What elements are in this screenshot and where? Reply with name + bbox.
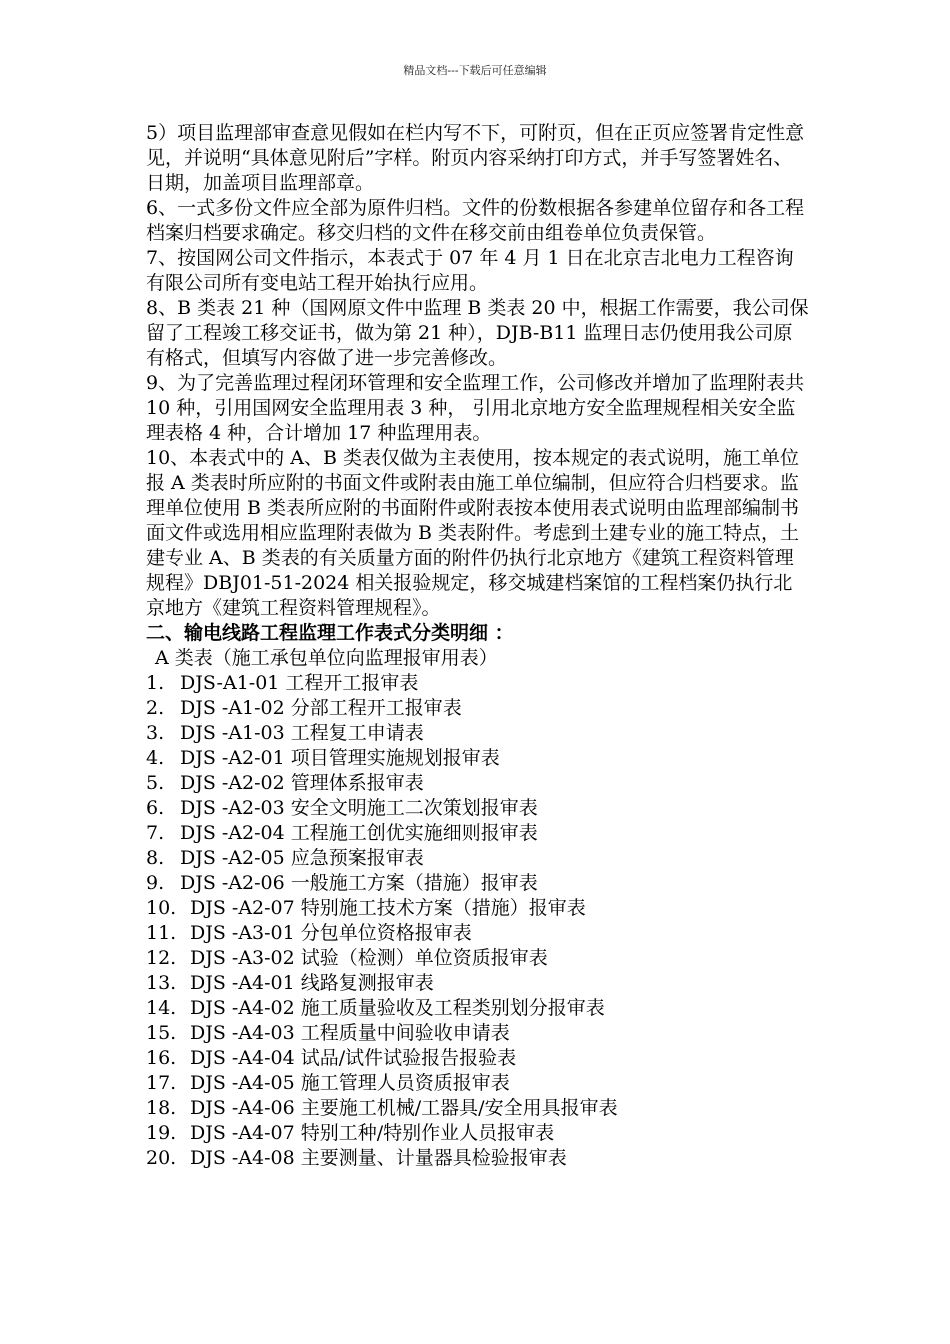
item-text: DJS -A2-03 安全文明施工二次策划报审表 — [180, 797, 538, 819]
item-number: 7. — [146, 822, 165, 844]
item-number: 8. — [146, 847, 165, 869]
item-text: DJS -A4-03 工程质量中间验收申请表 — [190, 1022, 510, 1044]
item-text: DJS -A4-07 特别工种/特别作业人员报审表 — [190, 1122, 555, 1144]
item-text: DJS -A3-01 分包单位资格报审表 — [190, 922, 472, 944]
item-number: 15. — [146, 1022, 177, 1044]
item-text: DJS -A3-02 试验（检测）单位资质报审表 — [190, 947, 548, 969]
list-item — [146, 946, 811, 971]
list-item — [146, 871, 811, 896]
paragraph-9: 9、为了完善监理过程闭环管理和安全监理工作，公司修改并增加了监理附表共 10 种，引用国网安全监理用表 3 种， 引用北京地方安全监理规程相关安全监理表格 4 种，合计增加 17 种监理用表。 — [146, 372, 805, 444]
page-header: 精品文档---下载后可任意编辑 — [403, 64, 547, 77]
section-subheading: A 类表（施工承包单位向监理报审用表） — [155, 647, 498, 669]
item-number: 18. — [146, 1097, 177, 1119]
item-number: 4. — [146, 747, 165, 769]
item-text: DJS -A2-04 工程施工创优实施细则报审表 — [180, 822, 538, 844]
list-item — [146, 1146, 811, 1171]
item-text: DJS -A2-05 应急预案报审表 — [180, 847, 424, 869]
item-text: DJS -A1-02 分部工程开工报审表 — [180, 697, 462, 719]
list-item — [146, 821, 811, 846]
list-item — [146, 1121, 811, 1146]
item-number: 12. — [146, 947, 177, 969]
item-number: 1. — [146, 672, 165, 694]
list-item — [146, 1071, 811, 1096]
item-text: DJS -A4-02 施工质量验收及工程类别划分报审表 — [190, 997, 605, 1019]
section-title: 二、输电线路工程监理工作表式分类明细 ： — [146, 622, 514, 644]
list-item — [146, 921, 811, 946]
paragraph-10: 10、本表式中的 A、B 类表仅做为主表使用，按本规定的表式说明，施工单位报 A 类表时所应附的书面文件或附表由施工单位编制，但应符合归档要求。监理单位使用 B 类表所应附的书面附件或附表按本使用表式说明由监理部编制书面文件或选用相应监理附表做为 B 类表附件。考虑到土建专业的施工特点，土建专业 A、B 类表的有关质量方面的附件仍执行北京地方《建筑工程资料管理规程》DBJ01-51-2024 相关报验规定，移交城建档案馆的工程档案仍执行北京地方《建筑工程资料管理规程》。 — [146, 447, 800, 619]
item-text: DJS -A2-06 一般施工方案（措施）报审表 — [180, 872, 538, 894]
item-number: 6. — [146, 797, 165, 819]
paragraph-5: 5）项目监理部审查意见假如在栏内写不下，可附页，但在正页应签署肯定性意见，并说明“具体意见附后”字样。附页内容采纳打印方式，并手写签署姓名、日期，加盖项目监理部章。 — [146, 122, 805, 194]
item-number: 14. — [146, 997, 177, 1019]
list-item — [146, 696, 811, 721]
list-item — [146, 1096, 811, 1121]
item-number: 3. — [146, 722, 165, 744]
item-text: DJS-A1-01 工程开工报审表 — [180, 672, 419, 694]
list-item — [146, 971, 811, 996]
item-number: 11. — [146, 922, 177, 944]
item-text: DJS -A2-02 管理体系报审表 — [180, 772, 424, 794]
item-number: 17. — [146, 1072, 177, 1094]
form-list — [146, 671, 811, 1171]
list-item — [146, 1046, 811, 1071]
list-item — [146, 1021, 811, 1046]
item-text: DJS -A4-04 试品/试件试验报告报验表 — [190, 1047, 517, 1069]
list-item — [146, 721, 811, 746]
item-text: DJS -A4-01 线路复测报审表 — [190, 972, 434, 994]
paragraph-6: 6、一式多份文件应全部为原件归档。文件的份数根据各参建单位留存和各工程档案归档要求确定。移交归档的文件在移交前由组卷单位负责保管。 — [146, 197, 805, 244]
item-number: 19. — [146, 1122, 177, 1144]
paragraph-8: 8、B 类表 21 种（国网原文件中监理 B 类表 20 中，根据工作需要，我公司保留了工程竣工移交证书，做为第 21 种），DJB-B11 监理日志仍使用我公司原有格式，但填写内容做了进一步完善修改。 — [146, 297, 809, 369]
item-text: DJS -A2-07 特别施工技术方案（措施）报审表 — [190, 897, 586, 919]
list-item — [146, 896, 811, 921]
item-text: DJS -A4-05 施工管理人员资质报审表 — [190, 1072, 510, 1094]
item-number: 5. — [146, 772, 165, 794]
list-item — [146, 846, 811, 871]
item-text: DJS -A2-01 项目管理实施规划报审表 — [180, 747, 500, 769]
item-number: 2. — [146, 697, 165, 719]
item-text: DJS -A4-08 主要测量、计量器具检验报审表 — [190, 1147, 567, 1169]
item-number: 9. — [146, 872, 165, 894]
list-item — [146, 771, 811, 796]
item-number: 13. — [146, 972, 177, 994]
item-number: 16. — [146, 1047, 177, 1069]
paragraph-7: 7、按国网公司文件指示，本表式于 07 年 4 月 1 日在北京吉北电力工程咨询有限公司所有变电站工程开始执行应用。 — [146, 247, 794, 294]
list-item — [146, 996, 811, 1021]
item-number: 10. — [146, 897, 177, 919]
list-item — [146, 671, 811, 696]
document-body — [146, 121, 811, 1171]
item-text: DJS -A4-06 主要施工机械/工器具/安全用具报审表 — [190, 1097, 618, 1119]
item-text: DJS -A1-03 工程复工申请表 — [180, 722, 424, 744]
item-number: 20. — [146, 1147, 177, 1169]
list-item — [146, 746, 811, 771]
list-item — [146, 796, 811, 821]
